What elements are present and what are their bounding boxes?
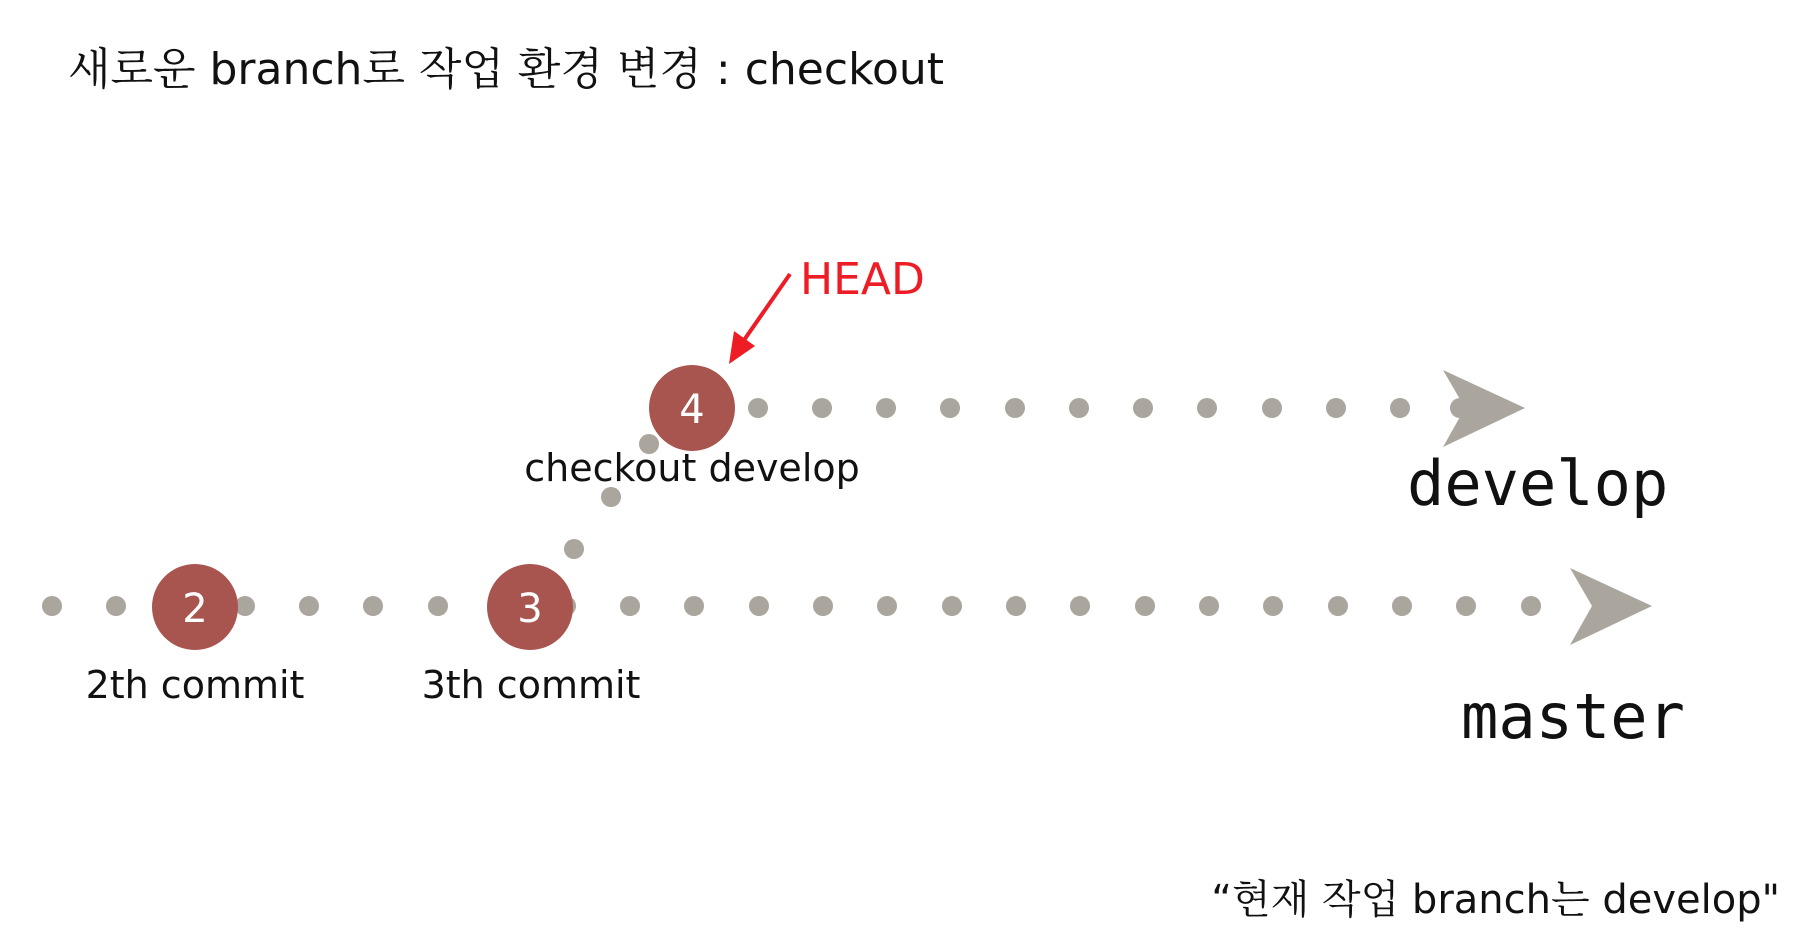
master-dot xyxy=(1392,596,1412,616)
develop-dot xyxy=(1005,398,1025,418)
master-dot xyxy=(1328,596,1348,616)
commit-node xyxy=(649,365,735,451)
commit-label: 3th commit xyxy=(421,663,641,707)
connector-dot xyxy=(564,539,584,559)
commit-number: 3 xyxy=(517,586,543,632)
commit-label: checkout develop xyxy=(524,446,860,490)
head-arrow-tip xyxy=(729,331,755,364)
branch-label-develop: develop xyxy=(1407,447,1669,520)
develop-dot xyxy=(748,398,768,418)
master-dot xyxy=(1135,596,1155,616)
master-dot xyxy=(235,596,255,616)
master-dot xyxy=(1263,596,1283,616)
head-label: HEAD xyxy=(800,254,925,305)
develop-dot xyxy=(1197,398,1217,418)
master-dot xyxy=(42,596,62,616)
develop-dot xyxy=(1262,398,1282,418)
head-pointer xyxy=(729,254,925,364)
commit-number: 2 xyxy=(182,586,208,632)
develop-dot xyxy=(1390,398,1410,418)
master-dot xyxy=(1006,596,1026,616)
master-dot xyxy=(299,596,319,616)
develop-dot xyxy=(876,398,896,418)
diagram-title: 새로운 branch로 작업 환경 변경 : checkout xyxy=(68,44,945,95)
master-dot xyxy=(1456,596,1476,616)
develop-branch-line xyxy=(748,398,1470,418)
master-dot xyxy=(942,596,962,616)
commit-node xyxy=(487,564,573,650)
master-dot xyxy=(749,596,769,616)
master-dot xyxy=(620,596,640,616)
master-dot xyxy=(106,596,126,616)
develop-dot xyxy=(1133,398,1153,418)
master-arrowhead xyxy=(1570,568,1652,645)
master-dot xyxy=(428,596,448,616)
commit-number: 4 xyxy=(679,387,705,433)
develop-dot xyxy=(1326,398,1346,418)
develop-dot xyxy=(1069,398,1089,418)
caption: “현재 작업 branch는 develop" xyxy=(1211,877,1780,923)
master-dot xyxy=(684,596,704,616)
master-dot xyxy=(363,596,383,616)
master-dot xyxy=(1521,596,1541,616)
develop-dot xyxy=(940,398,960,418)
commit-node xyxy=(152,564,238,650)
master-dot xyxy=(1070,596,1090,616)
branch-label-master: master xyxy=(1461,680,1685,753)
commit-label: 2th commit xyxy=(85,663,305,707)
master-dot xyxy=(813,596,833,616)
head-arrow-shaft xyxy=(742,274,790,343)
connector-dot xyxy=(601,487,621,507)
develop-dot xyxy=(812,398,832,418)
master-dot xyxy=(1199,596,1219,616)
master-branch-line xyxy=(42,596,1541,616)
master-dot xyxy=(877,596,897,616)
